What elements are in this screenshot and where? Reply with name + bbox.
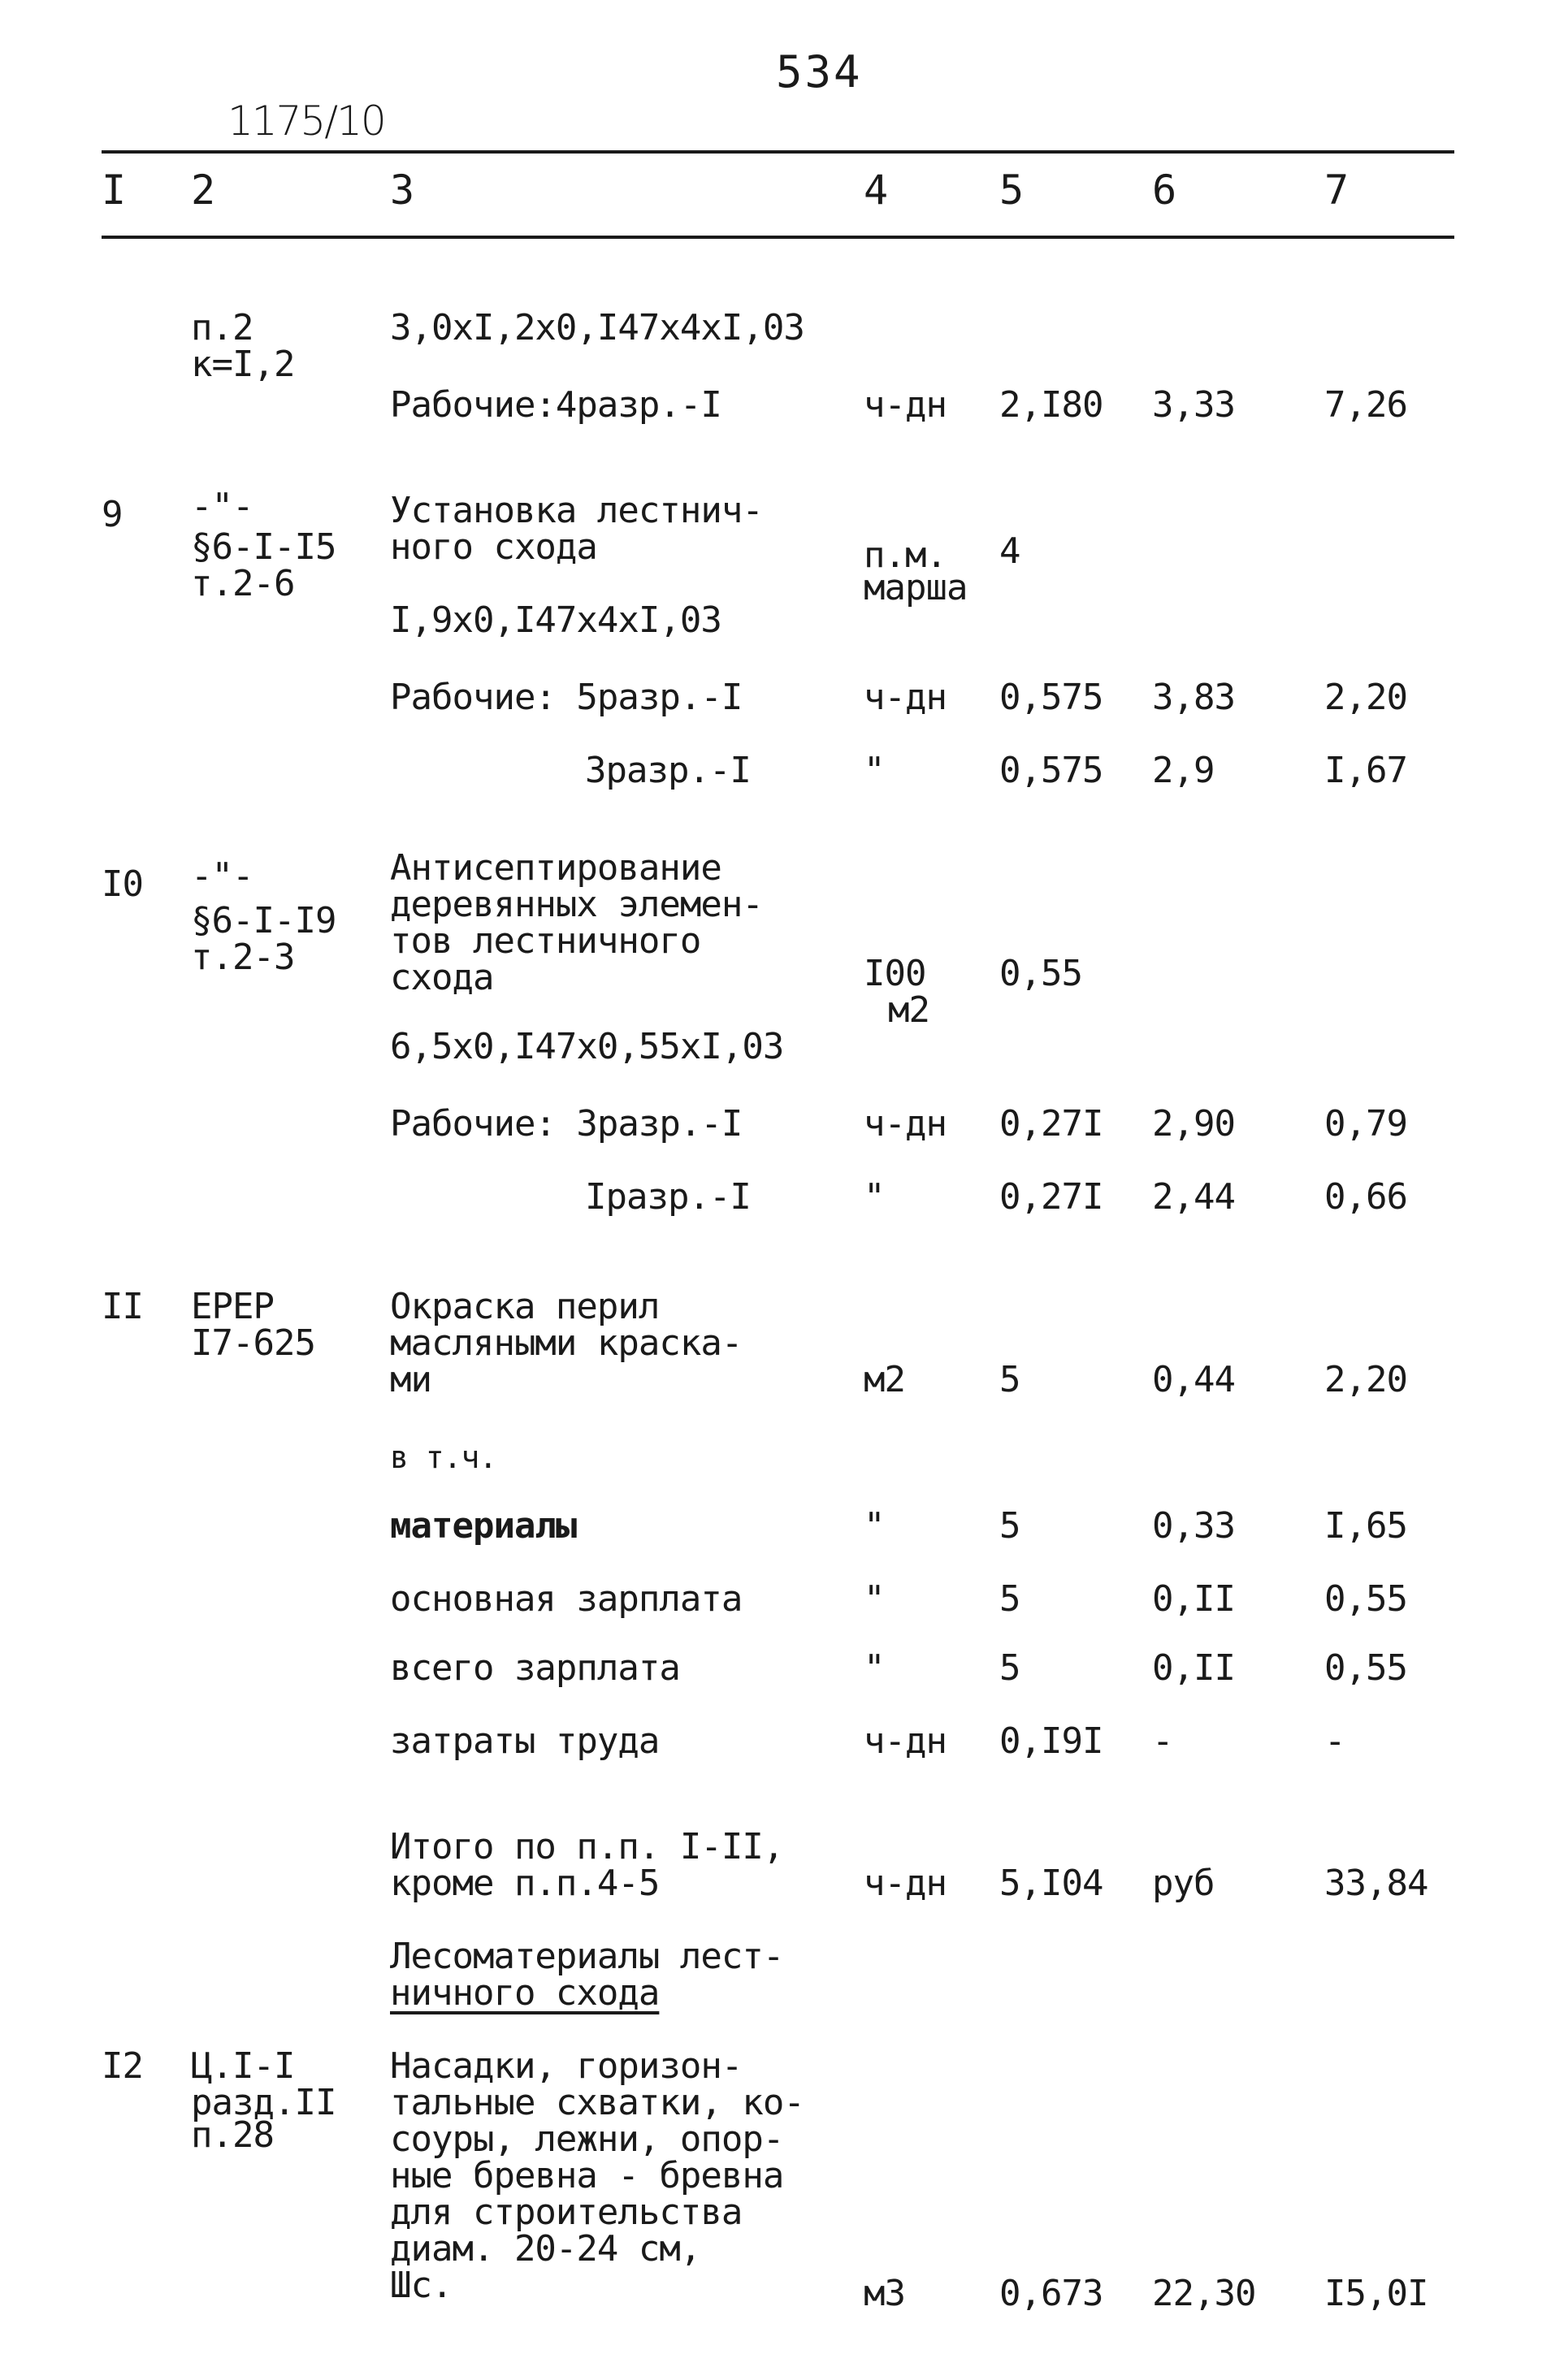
block-12-price: 22,30 bbox=[1152, 2273, 1256, 2314]
block-10-r2-total: 0,66 bbox=[1324, 1176, 1407, 1218]
column-header-6: 6 bbox=[1152, 167, 1176, 214]
block-9-ref-3: т.2-6 bbox=[191, 563, 295, 604]
block-12-desc-1: Насадки, горизон- bbox=[390, 2045, 743, 2087]
block-10-desc-2: деревянных элемен- bbox=[390, 884, 763, 925]
block-9-r1-total: 2,20 bbox=[1324, 677, 1407, 718]
block-10-num: I0 bbox=[102, 863, 143, 905]
block-10-r1-unit: ч-дн bbox=[864, 1103, 947, 1145]
block-10-desc-3: тов лестничного bbox=[390, 920, 701, 962]
block-9-r2-total: I,67 bbox=[1324, 750, 1407, 791]
block-12-desc-5: для строительства bbox=[390, 2192, 743, 2233]
block-10-qty: 0,55 bbox=[999, 953, 1082, 994]
block-9-unit-2: марша bbox=[864, 567, 968, 608]
block-10-r1-total: 0,79 bbox=[1324, 1103, 1407, 1145]
block-10-formula: 6,5х0,I47х0,55хI,03 bbox=[390, 1026, 784, 1067]
block-11-row-2-label: основная зарплата bbox=[390, 1578, 743, 1620]
block-11-row-2-unit: " bbox=[864, 1578, 885, 1620]
totals-total: 33,84 bbox=[1324, 1863, 1428, 1904]
block-12-ref-3: п.28 bbox=[191, 2114, 274, 2156]
block-11-row-1-label: материалы bbox=[390, 1505, 577, 1547]
block-11-qty: 5 bbox=[999, 1359, 1020, 1400]
block-11-row-4-total: - bbox=[1324, 1720, 1345, 1762]
block-11-row-1-price: 0,33 bbox=[1152, 1505, 1235, 1547]
block-9-ref-1: -"- bbox=[191, 486, 253, 527]
block-9-qty: 4 bbox=[999, 530, 1020, 572]
block-10-r2-price: 2,44 bbox=[1152, 1176, 1235, 1218]
totals-qty: 5,I04 bbox=[999, 1863, 1103, 1904]
block-11-row-2-total: 0,55 bbox=[1324, 1578, 1407, 1620]
block-11-row-4-qty: 0,I9I bbox=[999, 1720, 1103, 1762]
block-11-price: 0,44 bbox=[1152, 1359, 1235, 1400]
block-a-ref-1: п.2 bbox=[191, 307, 253, 348]
column-header-2: 2 bbox=[191, 167, 215, 214]
block-9-desc-2: ного схода bbox=[390, 526, 597, 568]
block-10-r1-qty: 0,27I bbox=[999, 1103, 1103, 1145]
section-heading-1: Лесоматериалы лест- bbox=[390, 1936, 784, 1977]
block-9-desc-1: Установка лестнич- bbox=[390, 490, 763, 531]
header-top-rule bbox=[102, 150, 1454, 154]
block-9-r1-unit: ч-дн bbox=[864, 677, 947, 718]
block-12-desc-7: Шс. bbox=[390, 2265, 453, 2306]
block-10-desc-1: Антисептирование bbox=[390, 847, 721, 889]
block-10-unit-2: м2 bbox=[888, 989, 929, 1031]
block-11-incl: в т.ч. bbox=[390, 1439, 497, 1475]
block-9-r2-price: 2,9 bbox=[1152, 750, 1215, 791]
block-12-desc-2: тальные схватки, ко- bbox=[390, 2082, 804, 2123]
block-9-r1-price: 3,83 bbox=[1152, 677, 1235, 718]
block-12-qty: 0,673 bbox=[999, 2273, 1103, 2314]
block-11-row-3-unit: " bbox=[864, 1647, 885, 1689]
block-11-row-1-total: I,65 bbox=[1324, 1505, 1407, 1547]
block-11-desc-1: Окраска перил bbox=[390, 1286, 660, 1327]
block-11-row-4-price: - bbox=[1152, 1720, 1173, 1762]
totals-unit: ч-дн bbox=[864, 1863, 947, 1904]
page-number: 534 bbox=[776, 46, 863, 97]
block-11-row-2-qty: 5 bbox=[999, 1578, 1020, 1620]
block-9-r1-qty: 0,575 bbox=[999, 677, 1103, 718]
block-12-total: I5,0I bbox=[1324, 2273, 1428, 2314]
block-11-desc-2: масляными краска- bbox=[390, 1322, 743, 1364]
block-10-r2-unit: " bbox=[864, 1176, 885, 1218]
block-10-desc-4: схода bbox=[390, 957, 494, 998]
column-header-1: I bbox=[102, 167, 126, 214]
block-11-row-4-label: затраты труда bbox=[390, 1720, 660, 1762]
block-12-desc-3: соуры, лежни, опор- bbox=[390, 2118, 784, 2160]
block-9-r1-label: Рабочие: 5разр.-I bbox=[390, 677, 743, 718]
block-12-unit: м3 bbox=[864, 2273, 905, 2314]
block-9-formula: I,9х0,I47х4хI,03 bbox=[390, 599, 721, 641]
totals-label-2: кроме п.п.4-5 bbox=[390, 1863, 660, 1904]
block-9-ref-2: §6-I-I5 bbox=[191, 526, 336, 568]
column-header-5: 5 bbox=[999, 167, 1024, 214]
block-a-qty: 2,I80 bbox=[999, 384, 1103, 426]
block-11-ref-1: ЕРЕР bbox=[191, 1286, 274, 1327]
block-10-r2-label: Iразр.-I bbox=[585, 1176, 751, 1218]
block-12-ref-1: Ц.I-I bbox=[191, 2045, 295, 2087]
block-10-r1-price: 2,90 bbox=[1152, 1103, 1235, 1145]
column-header-3: 3 bbox=[390, 167, 414, 214]
block-11-total: 2,20 bbox=[1324, 1359, 1407, 1400]
block-11-row-3-label: всего зарплата bbox=[390, 1647, 680, 1689]
block-11-unit: м2 bbox=[864, 1359, 905, 1400]
block-9-unit-1: п.м. bbox=[864, 534, 947, 576]
block-10-ref-2: §6-I-I9 bbox=[191, 900, 336, 941]
block-11-row-3-total: 0,55 bbox=[1324, 1647, 1407, 1689]
totals-label-1: Итого по п.п. I-II, bbox=[390, 1826, 784, 1867]
header-bottom-rule bbox=[102, 236, 1454, 239]
block-11-row-2-price: 0,II bbox=[1152, 1578, 1235, 1620]
block-a-workers: Рабочие:4разр.-I bbox=[390, 384, 721, 426]
block-a-price: 3,33 bbox=[1152, 384, 1235, 426]
block-11-desc-3: ми bbox=[390, 1359, 431, 1400]
block-10-r1-label: Рабочие: 3разр.-I bbox=[390, 1103, 743, 1145]
block-9-num: 9 bbox=[102, 494, 123, 535]
block-a-formula: 3,0хI,2х0,I47х4хI,03 bbox=[390, 307, 804, 348]
block-12-desc-6: диам. 20-24 см, bbox=[390, 2228, 701, 2270]
block-10-ref-1: -"- bbox=[191, 855, 253, 897]
block-10-unit-1: I00 bbox=[864, 953, 926, 994]
block-11-row-1-unit: " bbox=[864, 1505, 885, 1547]
block-12-desc-4: ные бревна - бревна bbox=[390, 2155, 784, 2196]
block-10-ref-3: т.2-3 bbox=[191, 937, 295, 978]
block-9-r2-unit: " bbox=[864, 750, 885, 791]
block-9-r2-qty: 0,575 bbox=[999, 750, 1103, 791]
block-a-ref-2: к=I,2 bbox=[191, 344, 295, 385]
totals-price: руб bbox=[1152, 1863, 1215, 1904]
block-a-unit: ч-дн bbox=[864, 384, 947, 426]
block-9-r2-label: 3разр.-I bbox=[585, 750, 751, 791]
block-11-row-1-qty: 5 bbox=[999, 1505, 1020, 1547]
block-11-num: II bbox=[102, 1286, 143, 1327]
block-12-num: I2 bbox=[102, 2045, 143, 2087]
block-a-total: 7,26 bbox=[1324, 384, 1407, 426]
block-11-row-3-price: 0,II bbox=[1152, 1647, 1235, 1689]
block-11-ref-2: I7-625 bbox=[191, 1322, 315, 1364]
block-10-r2-qty: 0,27I bbox=[999, 1176, 1103, 1218]
column-header-7: 7 bbox=[1324, 167, 1349, 214]
column-header-4: 4 bbox=[864, 167, 888, 214]
block-12-ref-2: разд.II bbox=[191, 2082, 336, 2123]
section-heading-2: ничного схода bbox=[390, 1972, 660, 2014]
document-number: 1175/10 bbox=[227, 97, 385, 145]
block-11-row-3-qty: 5 bbox=[999, 1647, 1020, 1689]
block-11-row-4-unit: ч-дн bbox=[864, 1720, 947, 1762]
